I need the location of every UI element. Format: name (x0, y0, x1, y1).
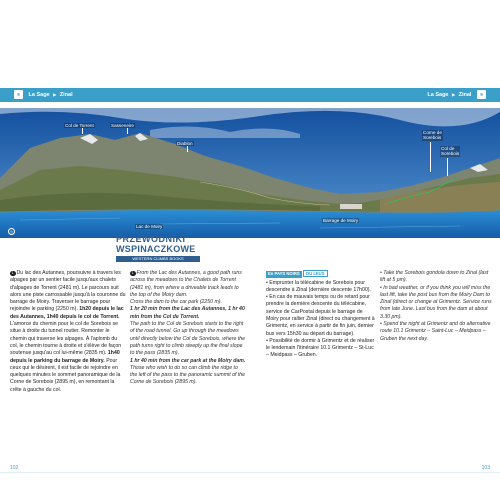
watermark-logo (116, 234, 200, 268)
text-run: Those who wish to do so can climb the ridge to the left of the pass to the panoramic summit of the Corne de Sorebois (2895 m). (130, 364, 246, 386)
text-run: L'amorce du chemin pour le col de Sorebois se situe à droite du tunnel routier. Remonter le chemin qui traverse les alpages. À l'aplomb du col, le chemin tourne à droite et s'élève de façon soutenue jusqu'au col lui-même (2835 m). (10, 321, 122, 357)
label-lac-de-moiry: Lac de Moiry (136, 224, 163, 229)
header-right-title-a: La Sage (427, 92, 449, 98)
bullet-item: • Take the Sorebois gondola down to Zinal (last lift at 5 pm). (380, 270, 489, 284)
text-run-bold: 1h40 depuis le parking du barrage de Moiry. (10, 350, 120, 364)
text-run: Du lac des Autannes, poursuivre à travers les alpages par un sentier facile jusqu'aux chalets d'alpages de Torrent (2481 m). Le parcours suit alors une piste carrossable jusqu'à la couronne du barrage de Moiry. Traverser le barrage pour rejoindre le parking (2250 m). (10, 270, 126, 313)
marker-line (82, 128, 83, 134)
label-corne-de-sorebois: Corne de Sorebois (423, 130, 442, 141)
paragraph (130, 299, 246, 306)
page-number-left: 102 (10, 465, 19, 471)
bullet-item: • Spend the night at Grimentz and do alternative route 10.1 Grimentz – Saint-Luc – Meidpass – Gruben the next day. (380, 321, 491, 342)
watermark-line-2: WSPINACZKOWE (116, 244, 196, 254)
header-right (427, 88, 490, 102)
label-sasseneire: Sasseneire (111, 123, 134, 128)
photo-number: 9 (8, 228, 15, 235)
marker-line (447, 158, 448, 176)
arrow-icon: ▶ (452, 92, 456, 97)
text-run: Pour ceux qui le désirent, il est facile de rejoindre en quelques minutes le sommet panoramique de la Corne de Sorebois (2895 m), en remontant la crête à gauche du col. (10, 357, 121, 393)
marker-line (430, 142, 431, 172)
route-number-right: 9 (477, 90, 486, 99)
info-column-french (266, 270, 376, 360)
bullet-item: • Possibilité de dormir à Grimentz et de réaliser le lendemain l'itinéraire 10.1 Grimentz – St-Luc – Meidpass – Gruben. (266, 337, 375, 359)
text-run-bold: 1 hr 20 min from the Lac des Autannes, 1 hr 40 min from the Col de Torrent. (130, 306, 245, 320)
label-diablon: Diablon (177, 141, 193, 146)
footer-divider (0, 472, 500, 473)
header-right-title-b: Zinal (458, 92, 472, 98)
info-badge-row (266, 270, 376, 278)
text-run: The path to the Col de Sorebois starts to the right of the road tunnel. Go up through the meadows until directly below the Col de Sorebois, where the path turns right to climb steeply up the final slope to the pass (2835 m). (130, 321, 246, 357)
bullet-item: • En cas de mauvais temps ou de retard pour prendre la dernière descente du télécabine, service de CarPostal depuis le barrage de Moiry pour rallier Zinal (direct ou changement à Grimentz, en service à partir de fin juin, dernier bus vers 15h30 au départ du barrage). (266, 294, 375, 337)
info-badge: En PAYS NOIRS (268, 271, 300, 276)
marker-line (187, 146, 188, 152)
watermark-line-3: WESTERN CLIMBS BOOKS (116, 256, 200, 262)
step-number: 1 (11, 270, 14, 275)
marker-line (127, 128, 128, 134)
paragraph (130, 358, 246, 387)
label-col-de-sorebois: Col de Sorebois (441, 146, 460, 157)
page-header (0, 88, 500, 102)
arrow-icon: ▶ (53, 92, 57, 97)
header-left-title-b: Zinal (59, 92, 73, 98)
page-number-right: 103 (481, 465, 490, 471)
watermark-line-1: PRZEWODNIKI (116, 234, 186, 244)
paragraph (130, 270, 246, 299)
text-run: Cross the dam to the car park (2250 m). (130, 299, 222, 306)
text-run-bold: 1 hr 40 min from the car park at the Moiry dam. (130, 357, 246, 364)
step-number: 1 (131, 270, 134, 275)
paragraph (130, 306, 246, 321)
header-left (10, 88, 73, 102)
panorama-photo (0, 108, 500, 238)
label-col-de-torrent: Col de Torrent (65, 123, 94, 128)
label-barrage-de-moiry: Barrage de Moiry (323, 218, 359, 223)
info-badge-secondary: DU LEUS (303, 270, 327, 277)
info-column-english (380, 270, 492, 343)
header-left-title-a: La Sage (28, 92, 50, 98)
paragraph (130, 321, 246, 357)
text-run: From the Lac des Autannes, a good path runs across the meadows to the Chalets de Torrent (2481 m), from where a driveable track leads to the top of the Moiry dam. (130, 270, 242, 298)
bullet-item: • In bad weather, or if you think you will miss the last lift, take the post bus from the Moiry Dam to Zinal (direct or change at Grimentz. Service runs from late June. Last bus from the dam at about 3.30 pm). (380, 284, 492, 320)
text-run-bold: 1h20 depuis le lac des Autannes, 1h40 depuis le col de Torrent. (10, 306, 124, 320)
text-column-english (130, 270, 246, 387)
bullet-item: • Emprunter la télécabine de Sorebois pour descendre à Zinal (dernière descente 17h00). (266, 279, 371, 293)
route-number-left: 9 (14, 90, 23, 99)
text-column-french (10, 270, 126, 394)
paragraph (10, 321, 126, 394)
paragraph (10, 270, 126, 321)
